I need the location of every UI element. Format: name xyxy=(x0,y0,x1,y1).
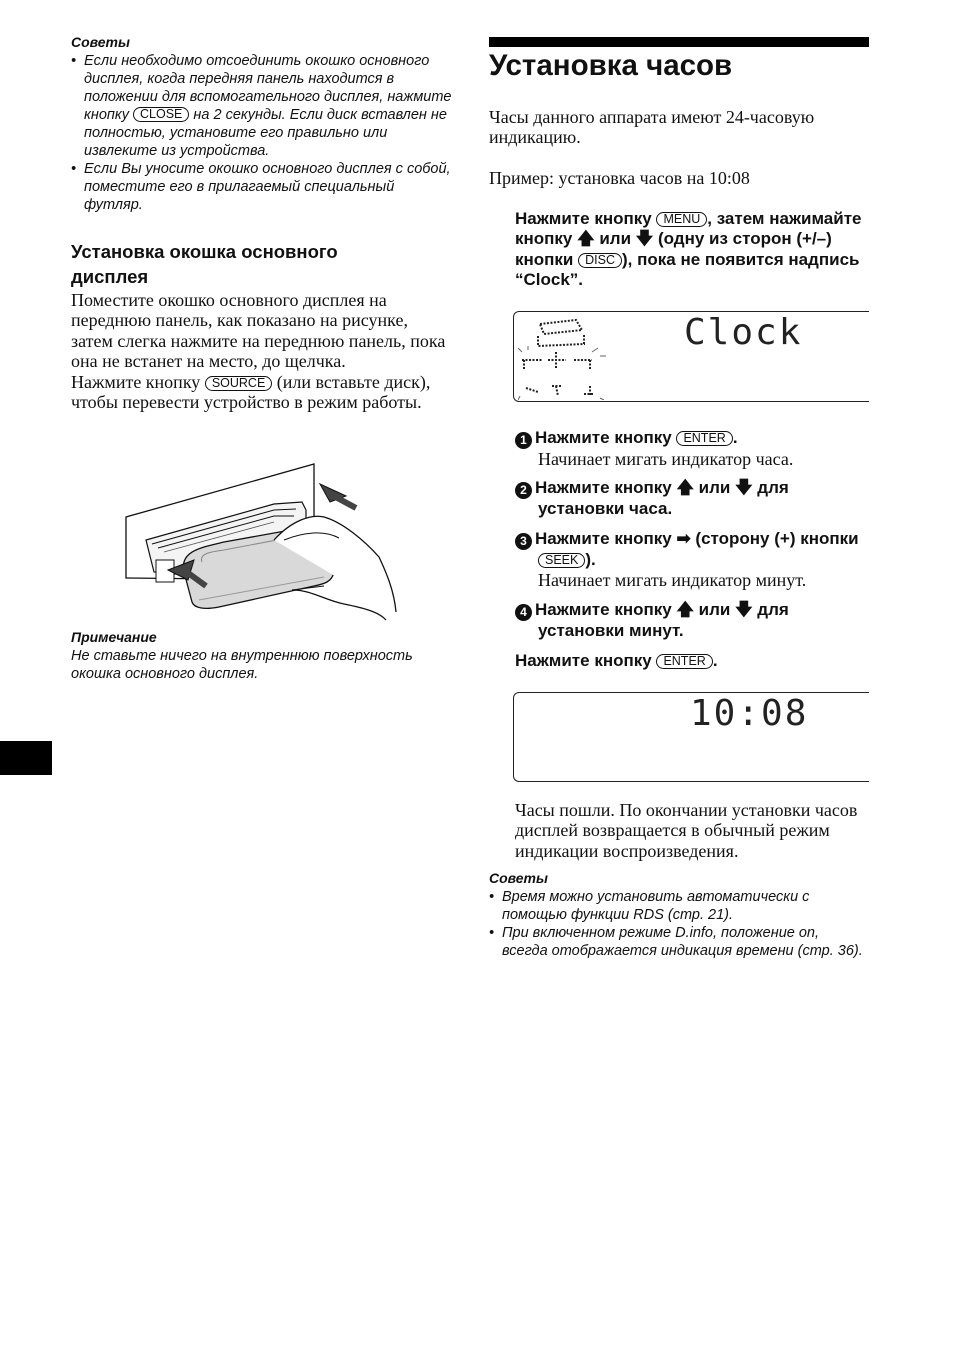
arrow-down-icon: 🡇 xyxy=(735,599,753,619)
tip-item: • При включенном режиме D.info, положение on, всегда отображается индикация времени (стр. 36). xyxy=(489,924,867,960)
intro-paragraph: Часы данного аппарата имеют 24-часовую индикацию. xyxy=(489,107,815,148)
arrow-up-icon: 🡅 xyxy=(676,478,694,498)
lcd-time-text: 10:08 xyxy=(690,693,809,734)
step-final: Нажмите кнопку ENTER . xyxy=(515,651,718,670)
substep-2: 2 Нажмите кнопку 🡅 или 🡇 для установки часа. xyxy=(515,478,870,519)
page-title: Установка часов xyxy=(489,49,733,82)
tips-list xyxy=(489,888,867,960)
substep-1: 1 Нажмите кнопку ENTER . Начинает мигать индикатор часа. xyxy=(515,428,870,469)
arrow-down-icon: 🡇 xyxy=(735,478,753,498)
disc-button-label: DISC xyxy=(578,253,622,268)
page-tab-marker xyxy=(0,741,52,775)
enter-button-label: ENTER xyxy=(676,431,732,446)
source-button-label: SOURCE xyxy=(205,376,272,391)
lcd-clock-text: Clock xyxy=(684,312,803,353)
instruction-paragraph: Поместите окошко основного дисплея на переднюю панель, как показано на рисунке, затем слегка нажмите на переднюю панель, пока она не встанет на место, до щелчка. xyxy=(71,290,446,372)
instruction-paragraph: Нажмите кнопку SOURCE (или вставьте диск), чтобы перевести устройство в режим работы. xyxy=(71,371,431,413)
tips-heading: Советы xyxy=(489,870,548,886)
substep-3: 3 Нажмите кнопку ➡ (сторону (+) кнопки SEEK ). Начинает мигать индикатор минут. xyxy=(515,529,870,591)
seek-button-label: SEEK xyxy=(538,553,585,568)
faceplate-illustration xyxy=(124,462,404,627)
lcd-display-time xyxy=(513,692,869,782)
substeps-list xyxy=(515,428,870,641)
arrow-up-icon: 🡅 xyxy=(577,229,595,249)
note-text: Не ставьте ничего на внутреннюю поверхность окошка основного дисплея. xyxy=(71,648,413,682)
tips-list xyxy=(71,52,456,214)
enter-button-label: ENTER xyxy=(656,654,712,669)
step-1: Нажмите кнопку MENU , затем нажимайте кнопку 🡅 или 🡇 (одну из сторон (+/–) кнопки DISC ), пока не появится надпись “Clock”. xyxy=(515,209,862,290)
arrow-up-icon: 🡅 xyxy=(676,599,694,619)
lcd-display-clock xyxy=(513,311,869,402)
closing-paragraph: Часы пошли. По окончании установки часов дисплей возвращается в обычный режим индикации воспроизведения. xyxy=(515,800,858,861)
arrow-right-icon: ➡ xyxy=(676,528,691,548)
example-line: Пример: установка часов на 10:08 xyxy=(489,168,750,188)
tip-item: • Время можно установить автоматически с помощью функции RDS (стр. 21). xyxy=(489,888,867,924)
section-body xyxy=(71,290,451,412)
close-button-label: CLOSE xyxy=(133,107,189,122)
tips-heading: Советы xyxy=(71,34,130,50)
note-heading: Примечание xyxy=(71,629,157,645)
menu-button-label: MENU xyxy=(656,212,707,227)
section-heading: Установка окошка основного дисплея xyxy=(71,241,338,287)
arrow-down-icon: 🡇 xyxy=(635,229,654,249)
title-rule xyxy=(489,37,869,47)
tip-item: • Если Вы уносите окошко основного дисплея с собой, поместите его в прилагаемый специальный футляр. xyxy=(71,160,456,214)
tip-item: • Если необходимо отсоединить окошко основного дисплея, когда передняя панель находится в положении для вспомогательного дисплея, нажмите кнопку CLOSE на 2 секунды. Если диск вставлен не полностью, установите его правильно или извлеките из устройства. xyxy=(71,52,456,160)
substep-4: 4 Нажмите кнопку 🡅 или 🡇 для установки минут. xyxy=(515,600,870,641)
